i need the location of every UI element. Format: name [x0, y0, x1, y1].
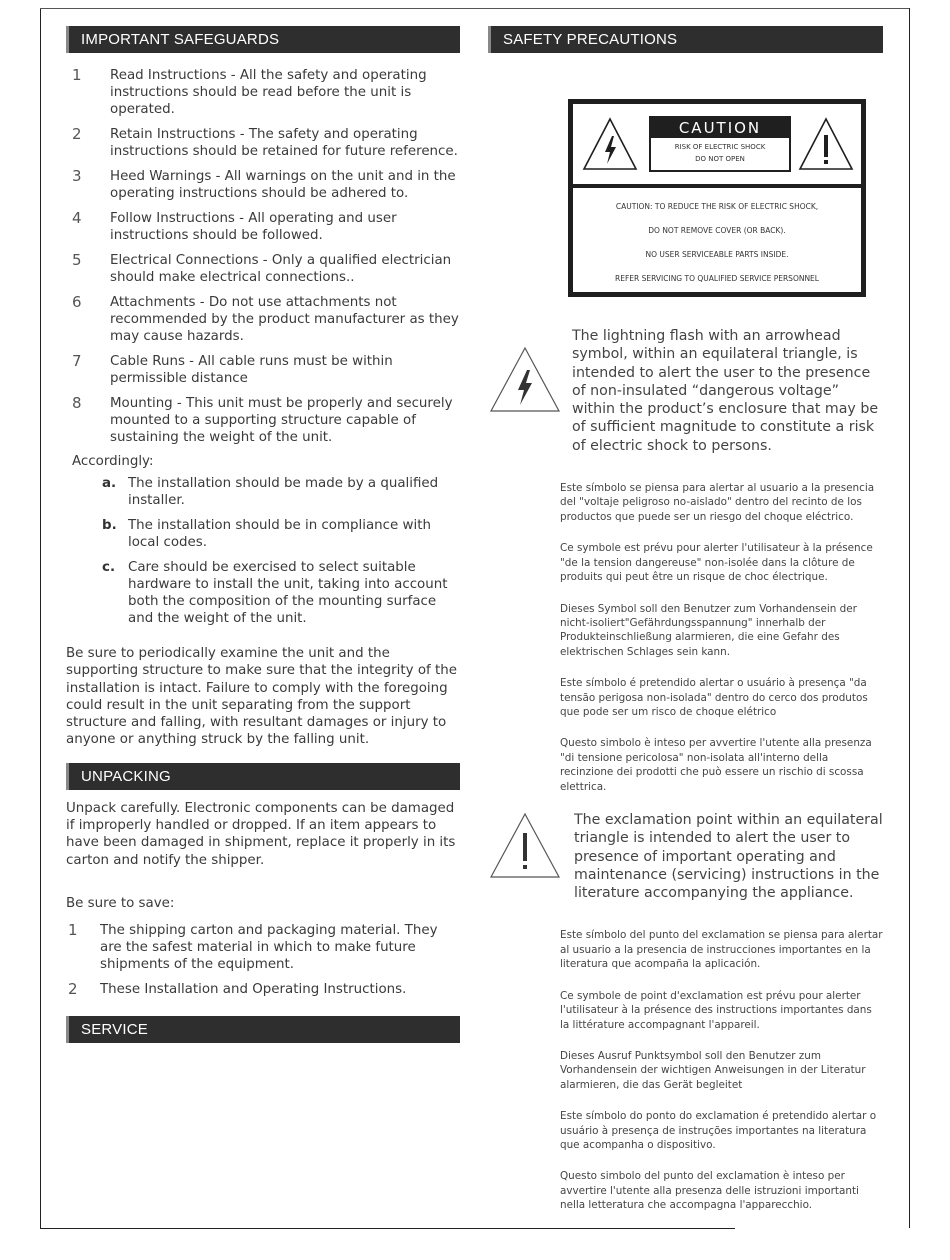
item-text: Follow Instructions - All operating and user instructions should be followed.	[110, 211, 397, 243]
caution-risk-text: RISK OF ELECTRIC SHOCK	[674, 143, 766, 151]
lightning-symbol-description: The lightning flash with an arrowhead symbol, within an equilateral triangle, is intended to alert the user to the presence of non-insulated “dangerous voltage” within the product’s enclosure that may be of sufficient magnitude to constitute a risk of electric shock to persons.	[572, 328, 879, 454]
sub-item-text: The installation should be in compliance with local codes.	[128, 518, 431, 550]
item-number: 5	[72, 251, 82, 269]
translation-german: Dieses Ausruf Punktsymbol soll den Benutzer zum Vorhandensein der wichtigen Anweisungen in der Literatur alarmieren, die das Gerät begleitet	[560, 1049, 866, 1091]
caution-label	[568, 99, 866, 297]
list-item	[66, 252, 460, 286]
translation-italian: Questo simbolo è inteso per avvertire l'utente alla presenza "di tensione pericolosa" non-isolata all'interno della recinzione dei prodotti che può essere un rischio di scossa elettrica.	[560, 737, 872, 793]
lightning-symbol-block	[488, 327, 883, 455]
translation-italian: Questo simbolo del punto del exclamation è inteso per avvertire l'utente alla presenza delle istruzioni importanti nella letteratura che accompagna l'apparecchio.	[560, 1170, 859, 1212]
precautions-heading: SAFETY PRECAUTIONS	[488, 26, 883, 53]
caution-do-not-open: DO NOT OPEN	[695, 155, 745, 163]
item-text: Mounting - This unit must be properly and securely mounted to a supporting structure capable of sustaining the weight of the unit.	[110, 396, 453, 445]
service-heading: SERVICE	[66, 1016, 460, 1043]
list-item	[66, 294, 460, 345]
sub-item-letter: b.	[102, 518, 117, 533]
caution-instructions	[573, 188, 861, 296]
item-text: Retain Instructions - The safety and operating instructions should be retained for future reference.	[110, 127, 458, 159]
exclamation-symbol-description: The exclamation point within an equilateral triangle is intended to alert the user to presence of important operating and maintenance (servicing) instructions in the literature accompanying the appliance.	[574, 811, 883, 902]
item-number: 1	[72, 66, 82, 84]
item-number: 7	[72, 352, 82, 370]
exclamation-warning-icon	[797, 116, 855, 172]
translation-french: Ce symbole de point d'exclamation est prévu pour alerter l'utilisateur à la présence des instructions importantes dans la littérature accompagnant l'appareil.	[560, 989, 872, 1031]
right-column	[488, 26, 883, 1230]
exclamation-warning-icon	[488, 811, 562, 881]
item-text: Attachments - Do not use attachments not recommended by the product manufacturer as they may cause hazards.	[110, 295, 459, 344]
list-item	[66, 353, 460, 387]
sub-list-item	[102, 559, 460, 627]
lightning-translations	[560, 481, 883, 794]
caution-line: CAUTION: TO REDUCE THE RISK OF ELECTRIC SHOCK,	[615, 202, 819, 211]
accordingly-label: Accordingly:	[72, 454, 154, 469]
item-text: Read Instructions - All the safety and operating instructions should be read before the unit is operated.	[110, 68, 427, 117]
translation-portuguese: Este símbolo do ponto do exclamation é pretendido alertar o usuário à presença de instruções importantes na literatura que acompanha o dispositivo.	[560, 1110, 877, 1151]
caution-line: NO USER SERVICEABLE PARTS INSIDE.	[645, 250, 789, 259]
item-number: 4	[72, 209, 82, 227]
sub-item-text: The installation should be made by a qualified installer.	[128, 476, 439, 508]
item-text: Cable Runs - All cable runs must be within permissible distance	[110, 354, 393, 386]
lightning-warning-icon	[581, 116, 639, 172]
translation-portuguese: Este símbolo é pretendido alertar o usuário à presença "da tensão perigosa non-isolada" dentro do cerco dos produtos que pode ser um risco de choque elétrico	[560, 677, 868, 718]
page-frame-left	[40, 8, 41, 1228]
list-item	[66, 126, 460, 160]
caution-line: REFER SERVICING TO QUALIFIED SERVICE PERSONNEL	[615, 274, 819, 283]
save-label: Be sure to save:	[66, 895, 175, 911]
item-number: 3	[72, 167, 82, 185]
exclamation-symbol-block	[488, 811, 883, 902]
item-number: 1	[68, 921, 78, 940]
caution-line: DO NOT REMOVE COVER (OR BACK).	[648, 226, 786, 235]
item-number: 2	[72, 125, 82, 143]
caution-label-center	[649, 116, 791, 172]
sub-list-item	[102, 517, 460, 551]
item-text: The shipping carton and packaging material. They are the safest material in which to make future shipments of the equipment.	[100, 923, 438, 973]
safeguards-list	[66, 67, 460, 446]
list-item	[66, 210, 460, 244]
list-item	[66, 981, 460, 998]
page-frame-top	[40, 8, 910, 9]
item-text: These Installation and Operating Instructions.	[100, 982, 407, 998]
save-list	[66, 922, 460, 998]
sub-item-letter: a.	[102, 476, 117, 491]
left-column	[66, 26, 460, 1043]
lightning-warning-icon	[488, 345, 562, 415]
item-number: 8	[72, 394, 82, 412]
translation-spanish: Este símbolo del punto del exclamation se piensa para alertar al usuario a la presencia de instrucciones importantes en la literatura que acompaña la aplicación.	[560, 929, 883, 971]
unpacking-heading: UNPACKING	[66, 763, 460, 790]
item-number: 2	[68, 980, 78, 999]
safeguards-heading: IMPORTANT SAFEGUARDS	[66, 26, 460, 53]
sub-list-item	[102, 475, 460, 509]
translation-german: Dieses Symbol soll den Benutzer zum Vorhandensein der nicht-isoliert"Gefährdungsspannung" innerhalb der Produkteinschließung alarmieren, die eine Gefahr des elektrischen Schlages sein kann.	[560, 602, 857, 658]
translation-french: Ce symbole est prévu pour alerter l'utilisateur à la présence "de la tension dangereuse" non-isolée dans la clôture de produits qui peut être un risque de choc électrique.	[560, 542, 873, 584]
translation-spanish: Este símbolo se piensa para alertar al usuario a la presencia del "voltaje peligroso no-aislado" dentro del recinto de los productos que puede ser un riesgo del choque eléctrico.	[560, 482, 875, 523]
page-frame-right	[909, 8, 910, 1228]
item-text: Heed Warnings - All warnings on the unit and in the operating instructions should be adhered to.	[110, 169, 456, 201]
caution-label-bottom	[573, 188, 861, 292]
sub-item-letter: c.	[102, 560, 116, 575]
list-item	[66, 922, 460, 973]
list-item	[66, 168, 460, 202]
unpacking-intro: Unpack carefully. Electronic components can be damaged if improperly handled or dropped. If an item appears to have been damaged in shipment, replace it properly in its carton and notify the shipper.	[66, 800, 456, 868]
caution-title: CAUTION	[651, 118, 789, 138]
item-number: 6	[72, 293, 82, 311]
exclamation-translations	[560, 928, 883, 1212]
safeguards-closing-paragraph: Be sure to periodically examine the unit and the supporting structure to make sure that the integrity of the installation is intact. Failure to comply with the foregoing could result in the unit separating from the support structure and falling, with resultant damages or injury to anyone or anything struck by the falling unit.	[66, 646, 457, 748]
caution-label-top	[573, 104, 861, 184]
list-item	[66, 67, 460, 118]
list-item	[66, 395, 460, 446]
item-text: Electrical Connections - Only a qualified electrician should make electrical connections..	[110, 253, 452, 285]
sub-item-text: Care should be exercised to select suitable hardware to install the unit, taking into account both the composition of the mounting surface and the weight of the unit.	[128, 560, 448, 626]
